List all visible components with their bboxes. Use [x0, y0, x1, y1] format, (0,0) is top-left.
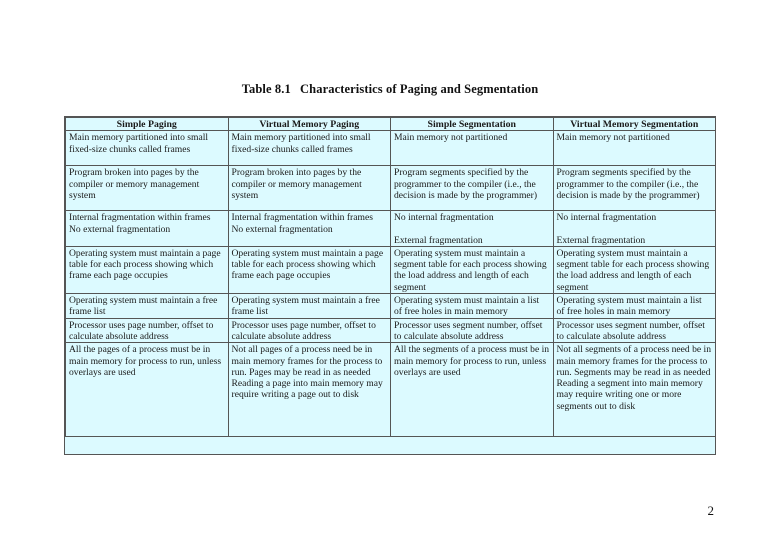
- cell-text: Operating system must maintain a free frame list: [231, 295, 380, 318]
- table-cell: [553, 131, 716, 166]
- cell-text: Operating system must maintain a segment table for each process showing the load address and length of each segment: [556, 247, 710, 293]
- table-cell: [391, 318, 554, 343]
- table-cell: [553, 166, 716, 211]
- table-cell: [66, 294, 229, 319]
- table-body: [66, 131, 716, 437]
- table-number: Table 8.1: [241, 82, 291, 96]
- table-cell: [228, 318, 391, 343]
- cell-text: No internal fragmentation: [394, 212, 494, 224]
- table-title: [0, 82, 780, 97]
- table-row: [66, 343, 716, 437]
- cell-text: Program broken into pages by the compiler or memory management system: [231, 167, 362, 201]
- cell-text: Operating system must maintain a free frame list: [69, 295, 218, 318]
- table-cell: [391, 294, 554, 319]
- cell-text: Processor uses page number, offset to calculate absolute address: [231, 319, 376, 342]
- cell-text: No internal fragmentation: [556, 212, 657, 224]
- cell-text: Operating system must maintain a page table for each process showing which frame each page occupies: [231, 247, 384, 282]
- cell-text: Processor uses segment number, offset to calculate absolute address: [556, 319, 705, 342]
- cell-text: Program broken into pages by the compiler or memory management system: [69, 167, 200, 201]
- cell-text: Operating system must maintain a segment table for each process showing the load address and length of each segment: [394, 247, 547, 293]
- table-cell: [228, 343, 391, 437]
- page-number: 2: [707, 503, 714, 518]
- cell-text: Program segments specified by the programmer to the compiler (i.e., the decision is made by the programmer): [394, 167, 538, 201]
- cell-text: All the segments of a process must be in main memory for process to run, unless overlays are used: [394, 344, 550, 378]
- table-cell: [66, 318, 229, 343]
- table-cell: [228, 131, 391, 166]
- cell-text: Main memory partitioned into small fixed-size chunks called frames: [69, 132, 209, 155]
- table-cell: [66, 211, 229, 247]
- cell-text: Main memory not partitioned: [556, 132, 670, 144]
- table-cell: [553, 211, 716, 247]
- table-cell: [553, 246, 716, 293]
- table-cell: [228, 294, 391, 319]
- table-cell: [553, 294, 716, 319]
- cell-text: Main memory not partitioned: [394, 132, 508, 144]
- table-cell: [553, 318, 716, 343]
- header-simple-segmentation: Simple Segmentation: [391, 118, 554, 131]
- cell-text: No external fragmentation: [69, 223, 171, 235]
- cell-text: Internal fragmentation within frames: [231, 212, 373, 224]
- cell-text: All the pages of a process must be in main memory for process to run, unless overlays are used: [69, 344, 222, 378]
- table-cell: [66, 131, 229, 166]
- cell-text: Operating system must maintain a page table for each process showing which frame each page occupies: [69, 247, 221, 282]
- header-virtual-memory-segmentation: Virtual Memory Segmentation: [553, 118, 716, 131]
- header-simple-paging: Simple Paging: [66, 118, 229, 131]
- cell-text: Not all segments of a process need be in main memory frames for the process to run. Segments may be read in as needed: [556, 344, 712, 378]
- header-row: [66, 118, 716, 131]
- table-cell: [391, 246, 554, 293]
- cell-text: Internal fragmentation within frames: [69, 212, 211, 224]
- table-row: [66, 318, 716, 343]
- cell-text: Reading a page into main memory may require writing a page out to disk: [231, 378, 383, 401]
- table-cell: [66, 343, 229, 437]
- table-cell: [391, 211, 554, 247]
- table-cell: [391, 166, 554, 211]
- table-caption: Characteristics of Paging and Segmentation: [300, 82, 539, 96]
- cell-spacer: [557, 224, 713, 235]
- cell-text: Operating system must maintain a list of free holes in main memory: [556, 295, 702, 318]
- table-row: [66, 294, 716, 319]
- table-cell: [228, 166, 391, 211]
- table-cell: [228, 246, 391, 293]
- table-row: [66, 131, 716, 166]
- table-row: [66, 166, 716, 211]
- table-cell: [391, 131, 554, 166]
- table-row: [66, 211, 716, 247]
- table-cell: [391, 343, 554, 437]
- cell-text: Not all pages of a process need be in main memory frames for the process to run. Pages may be read in as needed: [231, 344, 383, 378]
- table-cell: [553, 343, 716, 437]
- cell-text: No external fragmentation: [231, 223, 333, 235]
- cell-text: Operating system must maintain a list of free holes in main memory: [394, 295, 540, 318]
- characteristics-table: [65, 117, 716, 437]
- cell-text: Program segments specified by the programmer to the compiler (i.e., the decision is made by the programmer): [556, 167, 700, 201]
- paging-segmentation-table: [65, 117, 715, 454]
- cell-text: External fragmentation: [394, 234, 483, 246]
- table-cell: [66, 166, 229, 211]
- cell-text: Processor uses segment number, offset to calculate absolute address: [394, 319, 543, 342]
- table-cell: [66, 246, 229, 293]
- cell-text: Processor uses page number, offset to calculate absolute address: [69, 319, 214, 342]
- header-virtual-memory-paging: Virtual Memory Paging: [228, 118, 391, 131]
- table-cell: [228, 211, 391, 247]
- cell-spacer: [394, 224, 550, 235]
- cell-text: External fragmentation: [556, 234, 646, 246]
- cell-text: Main memory partitioned into small fixed-size chunks called frames: [231, 132, 371, 155]
- table-row: [66, 246, 716, 293]
- cell-text: Reading a segment into main memory may require writing one or more segments out to disk: [556, 378, 703, 412]
